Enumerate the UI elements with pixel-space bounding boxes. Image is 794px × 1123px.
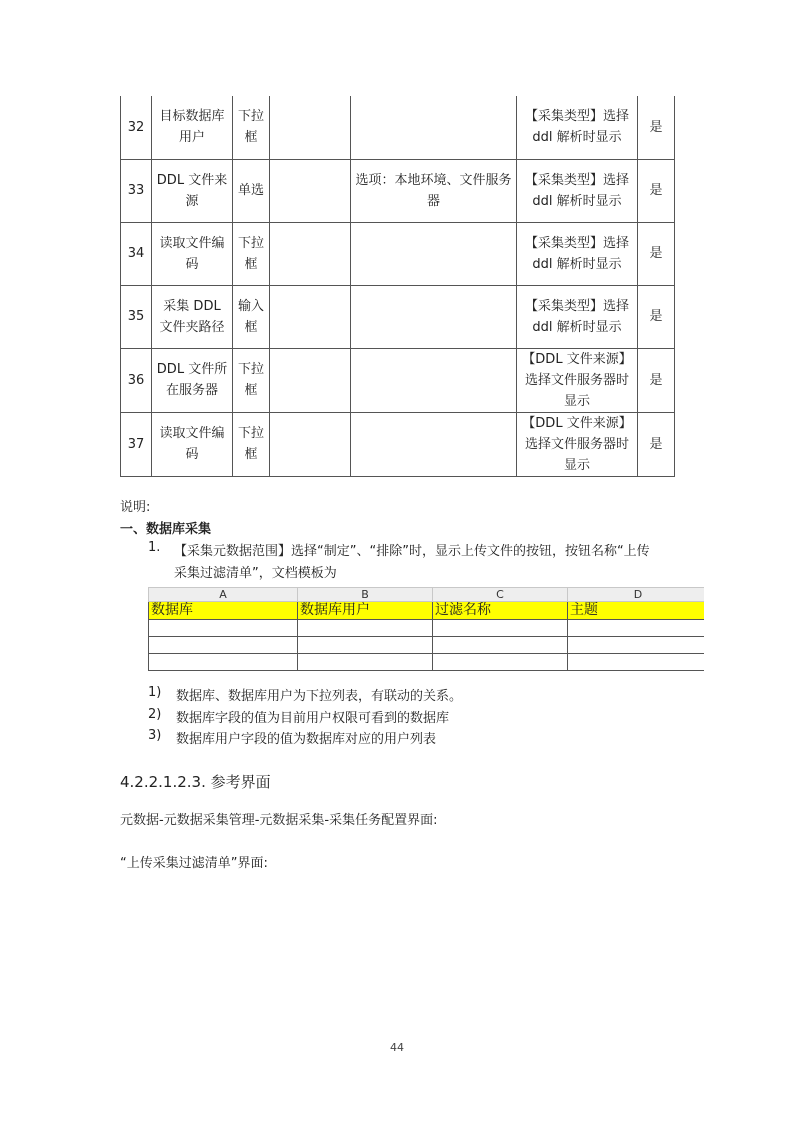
- note-item-1-number: 1.: [148, 540, 161, 555]
- cell-field-type: 下拉框: [233, 348, 270, 412]
- path-text: 元数据-元数据采集管理-元数据采集-采集任务配置界面:: [120, 813, 438, 828]
- cell-required-flag: 是: [638, 348, 675, 412]
- page-number: 44: [390, 1041, 404, 1054]
- cell-field-remark: 【采集类型】选择 ddl 解析时显示: [517, 285, 638, 348]
- cell-row-number: 36: [121, 348, 152, 412]
- cell-default-value: [270, 348, 351, 412]
- cell-field-options: [351, 412, 517, 476]
- cell-row-number: 37: [121, 412, 152, 476]
- section-title-database-collection: 一、数据库采集: [120, 522, 212, 537]
- sub-note-number: 3): [148, 728, 162, 743]
- sheet-col-letter: B: [298, 588, 433, 602]
- cell-field-remark: 【采集类型】选择 ddl 解析时显示: [517, 159, 638, 222]
- note-item-1-line-1: 【采集元数据范围】选择“制定”、“排除”时，显示上传文件的按钮，按钮名称“上传: [174, 544, 650, 559]
- sheet-header-cell: 数据库: [149, 602, 298, 620]
- upload-text: “上传采集过滤清单”界面:: [120, 856, 268, 871]
- cell-field-name: DDL 文件来源: [152, 159, 233, 222]
- cell-field-remark: 【采集类型】选择 ddl 解析时显示: [517, 96, 638, 159]
- sub-note-number: 2): [148, 707, 162, 722]
- sheet-header-cell: 主题: [568, 602, 705, 620]
- cell-field-options: [351, 285, 517, 348]
- cell-default-value: [270, 159, 351, 222]
- sheet-col-letter: C: [433, 588, 568, 602]
- sub-note-text: 数据库字段的值为目前用户权限可看到的数据库: [176, 711, 450, 726]
- table-row: [121, 222, 675, 285]
- cell-required-flag: 是: [638, 96, 675, 159]
- notes-label: 说明:: [120, 500, 151, 515]
- cell-field-name: 读取文件编码: [152, 222, 233, 285]
- cell-field-remark: 【DDL 文件来源】选择文件服务器时显示: [517, 348, 638, 412]
- cell-required-flag: 是: [638, 412, 675, 476]
- sheet-empty-row: [149, 620, 705, 637]
- sheet-empty-row: [149, 654, 705, 671]
- cell-field-name: DDL 文件所在服务器: [152, 348, 233, 412]
- section-heading: 4.2.2.1.2.3. 参考界面: [120, 773, 271, 791]
- cell-row-number: 35: [121, 285, 152, 348]
- sub-note-number: 1): [148, 685, 162, 700]
- cell-field-name: 读取文件编码: [152, 412, 233, 476]
- cell-field-remark: 【采集类型】选择 ddl 解析时显示: [517, 222, 638, 285]
- sub-note-text: 数据库用户字段的值为数据库对应的用户列表: [176, 732, 437, 747]
- cell-required-flag: 是: [638, 222, 675, 285]
- cell-field-type: 下拉框: [233, 412, 270, 476]
- cell-field-remark: 【DDL 文件来源】选择文件服务器时显示: [517, 412, 638, 476]
- sheet-header-cell: 过滤名称: [433, 602, 568, 620]
- table-row: [121, 285, 675, 348]
- sheet-header-cell: 数据库用户: [298, 602, 433, 620]
- sheet-empty-row: [149, 637, 705, 654]
- cell-field-name: 采集 DDL 文件夹路径: [152, 285, 233, 348]
- spreadsheet-template: [148, 587, 704, 674]
- sheet-header-row: [149, 602, 705, 620]
- note-item-1-line-2: 采集过滤清单”，文档模板为: [174, 566, 337, 581]
- cell-default-value: [270, 222, 351, 285]
- spec-table: [120, 96, 675, 477]
- cell-default-value: [270, 96, 351, 159]
- cell-field-options: [351, 96, 517, 159]
- cell-field-options: [351, 348, 517, 412]
- table-row: [121, 348, 675, 412]
- sheet-column-letters: [149, 588, 705, 602]
- cell-field-name: 目标数据库用户: [152, 96, 233, 159]
- cell-required-flag: 是: [638, 159, 675, 222]
- table-row: [121, 96, 675, 159]
- table-row: [121, 159, 675, 222]
- sheet-col-letter: D: [568, 588, 705, 602]
- cell-row-number: 33: [121, 159, 152, 222]
- cell-field-options: [351, 222, 517, 285]
- table-row: [121, 412, 675, 476]
- cell-required-flag: 是: [638, 285, 675, 348]
- cell-field-type: 下拉框: [233, 222, 270, 285]
- cell-field-type: 单选: [233, 159, 270, 222]
- cell-row-number: 34: [121, 222, 152, 285]
- sub-note-text: 数据库、数据库用户为下拉列表，有联动的关系。: [176, 689, 463, 704]
- cell-field-type: 下拉框: [233, 96, 270, 159]
- cell-field-type: 输入框: [233, 285, 270, 348]
- cell-field-options: 选项：本地环境、文件服务器: [351, 159, 517, 222]
- cell-default-value: [270, 412, 351, 476]
- cell-row-number: 32: [121, 96, 152, 159]
- cell-default-value: [270, 285, 351, 348]
- sheet-col-letter: A: [149, 588, 298, 602]
